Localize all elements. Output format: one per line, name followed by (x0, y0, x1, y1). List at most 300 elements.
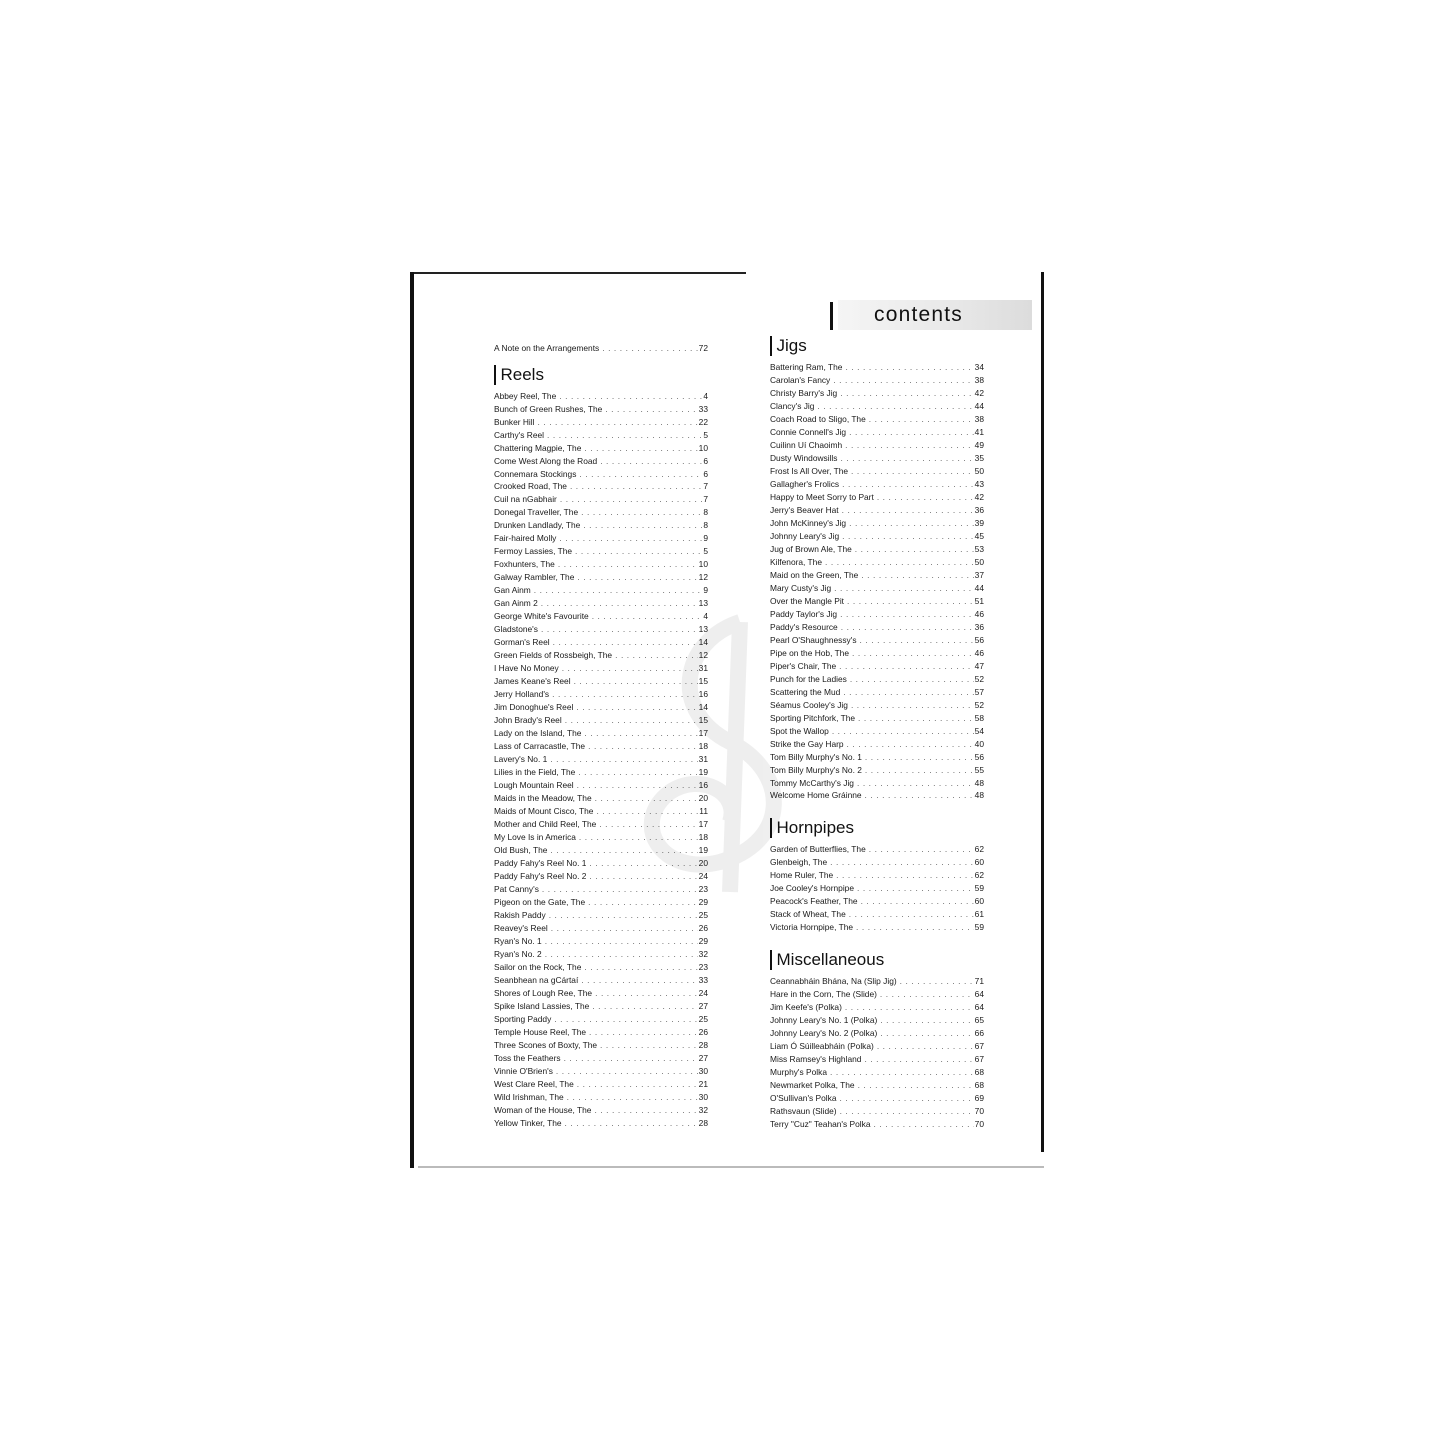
toc-entry[interactable] (494, 831, 708, 844)
toc-entry[interactable] (770, 1092, 984, 1105)
entry-page: 41 (974, 426, 984, 437)
leader-dots (840, 1092, 974, 1105)
leader-dots (845, 439, 974, 452)
toc-entry[interactable] (494, 922, 708, 935)
entry-page: 59 (974, 883, 984, 894)
toc-entry[interactable] (770, 975, 984, 988)
leader-dots (847, 595, 974, 608)
toc-entry[interactable] (770, 686, 984, 699)
toc-entry[interactable] (770, 361, 984, 374)
toc-entry[interactable] (770, 556, 984, 569)
toc-entry[interactable] (494, 597, 708, 610)
entry-name: Maids of Mount Cisco, The (494, 806, 594, 817)
entry-name: Carolan's Fancy (770, 374, 831, 385)
leader-dots (581, 974, 697, 987)
entry-name: Shores of Lough Ree, The (494, 987, 593, 998)
leader-dots (880, 1027, 973, 1040)
toc-entry[interactable] (770, 400, 984, 413)
leader-dots (547, 429, 702, 442)
leader-dots (842, 504, 974, 517)
toc-entry[interactable] (494, 649, 708, 662)
note-entry[interactable] (494, 342, 708, 355)
entry-name: Seanbhean na gCártaí (494, 974, 579, 985)
leader-dots (880, 988, 974, 1001)
entry-name: Punch for the Ladies (770, 673, 847, 684)
section-miscellaneous (770, 948, 984, 1131)
toc-entry[interactable] (494, 857, 708, 870)
toc-entry[interactable] (770, 789, 984, 802)
entry-page: 6 (703, 468, 708, 479)
entry-name: Chattering Magpie, The (494, 442, 582, 453)
entry-page: 36 (974, 621, 984, 632)
toc-entry[interactable] (770, 1027, 984, 1040)
leader-dots (840, 608, 974, 621)
entry-name: Spot the Wallop (770, 725, 829, 736)
toc-entry[interactable] (494, 429, 708, 442)
toc-entry[interactable] (770, 1053, 984, 1066)
leader-dots (865, 751, 974, 764)
leader-dots (545, 935, 698, 948)
toc-entry[interactable] (494, 416, 708, 429)
entry-name: Foxhunters, The (494, 559, 555, 570)
leader-dots (565, 714, 698, 727)
entry-page: 66 (974, 1028, 984, 1039)
leader-dots (845, 361, 973, 374)
toc-entry[interactable] (494, 805, 708, 818)
toc-entry[interactable] (770, 595, 984, 608)
leader-dots (832, 725, 974, 738)
leader-dots (615, 649, 698, 662)
bottom-edge-line (418, 1166, 1044, 1168)
leader-dots (589, 857, 697, 870)
toc-entry[interactable] (494, 870, 708, 883)
toc-entry[interactable] (770, 1118, 984, 1131)
entry-list (770, 843, 984, 934)
leader-dots (577, 779, 698, 792)
leader-dots (850, 673, 974, 686)
entry-name: Battering Ram, The (770, 362, 843, 372)
entry-name: Gallagher's Frolics (770, 478, 840, 489)
entry-page: 17 (698, 728, 708, 739)
leader-dots (858, 712, 974, 725)
entry-name: O'Sullivan's Polka (770, 1093, 837, 1104)
entry-page: 23 (698, 961, 708, 972)
entry-page: 21 (698, 1078, 708, 1089)
entry-name: My Love Is in America (494, 832, 576, 843)
toc-entry[interactable] (770, 673, 984, 686)
entry-page: 25 (698, 909, 708, 920)
toc-entry[interactable] (770, 582, 984, 595)
leader-dots (861, 569, 973, 582)
leader-dots (594, 1104, 697, 1117)
toc-entry[interactable] (770, 569, 984, 582)
toc-entry[interactable] (494, 584, 708, 597)
toc-entry[interactable] (770, 712, 984, 725)
toc-entry[interactable] (494, 1039, 708, 1052)
toc-entry[interactable] (494, 506, 708, 519)
entry-page: 42 (974, 387, 984, 398)
entry-page: 68 (974, 1080, 984, 1091)
entry-page: 67 (974, 1041, 984, 1052)
toc-entry[interactable] (494, 662, 708, 675)
entry-page: 27 (698, 1000, 708, 1011)
entry-name: James Keane's Reel (494, 676, 571, 687)
leader-dots (578, 766, 697, 779)
entry-name: Tommy McCarthy's Jig (770, 777, 854, 788)
entry-name: Galway Rambler, The (494, 572, 575, 583)
entry-name: Gorman's Reel (494, 637, 550, 648)
leader-dots (817, 400, 973, 413)
entry-page: 44 (974, 400, 984, 411)
entry-list (770, 975, 984, 1131)
toc-entry[interactable] (494, 961, 708, 974)
entry-name: Fair-haired Molly (494, 533, 557, 544)
toc-entry[interactable] (770, 647, 984, 660)
entry-name: Yellow Tinker, The (494, 1117, 562, 1128)
leader-dots (534, 584, 703, 597)
toc-entry[interactable] (770, 530, 984, 543)
leader-dots (847, 738, 974, 751)
entry-name: Johnny Leary's No. 1 (Polka) (770, 1015, 878, 1026)
entry-page: 38 (974, 413, 984, 424)
leader-dots (865, 789, 974, 802)
entry-page: 28 (698, 1117, 708, 1128)
entry-page: 7 (703, 494, 708, 505)
heading-bar (770, 818, 772, 838)
entry-name: Sporting Paddy (494, 1013, 552, 1024)
toc-entry[interactable] (494, 688, 708, 701)
section-hornpipes (770, 816, 984, 934)
leader-dots (552, 688, 698, 701)
entry-page: 45 (974, 530, 984, 541)
toc-entry[interactable] (770, 1040, 984, 1053)
toc-entry[interactable] (494, 753, 708, 766)
section-title: Jigs (776, 336, 807, 355)
entry-page: 57 (974, 686, 984, 697)
leader-dots (584, 961, 697, 974)
entry-name: Cuilinn Uí Chaoimh (770, 439, 843, 450)
entry-name: Ceannabháin Bhána, Na (Slip Jig) (770, 976, 897, 987)
entry-name: Bunker Hill (494, 416, 535, 427)
toc-entry[interactable] (770, 1014, 984, 1027)
toc-entry[interactable] (770, 764, 984, 777)
toc-entry[interactable] (494, 740, 708, 753)
toc-entry[interactable] (770, 413, 984, 426)
leader-dots (864, 1053, 973, 1066)
entry-name: Old Bush, The (494, 845, 548, 856)
leader-dots (589, 870, 697, 883)
entry-name: Lass of Carracastle, The (494, 741, 586, 752)
entry-page: 18 (698, 832, 708, 843)
toc-entry[interactable] (494, 532, 708, 545)
entry-name: Mary Custy's Jig (770, 582, 832, 593)
toc-entry[interactable] (770, 634, 984, 647)
leader-dots (549, 909, 698, 922)
toc-entry[interactable] (494, 727, 708, 740)
toc-entry[interactable] (770, 699, 984, 712)
entry-page: 33 (698, 974, 708, 985)
entry-name: Miss Ramsey's Highland (770, 1054, 862, 1065)
toc-entry[interactable] (494, 1000, 708, 1013)
toc-entry[interactable] (770, 439, 984, 452)
note-page: 72 (698, 343, 708, 353)
leader-dots (565, 1117, 698, 1130)
toc-entry[interactable] (494, 623, 708, 636)
entry-name: Jug of Brown Ale, The (770, 543, 852, 554)
toc-entry[interactable] (494, 948, 708, 961)
leader-dots (830, 856, 974, 869)
toc-entry[interactable] (770, 988, 984, 1001)
entry-page: 64 (974, 989, 984, 1000)
toc-entry[interactable] (494, 844, 708, 857)
right-column (770, 334, 984, 1145)
leader-dots (865, 764, 974, 777)
entry-name: Hare in the Corn, The (Slide) (770, 989, 877, 1000)
entry-page: 13 (698, 624, 708, 635)
toc-entry[interactable] (770, 869, 984, 882)
entry-page: 59 (974, 922, 984, 933)
entry-name: Rathsvaun (Slide) (770, 1106, 837, 1117)
leader-dots (556, 1065, 698, 1078)
toc-entry[interactable] (770, 1001, 984, 1014)
entry-page: 12 (698, 572, 708, 583)
entry-name: Terry "Cuz" Teahan's Polka (770, 1119, 871, 1130)
entry-name: Rakish Paddy (494, 909, 546, 920)
entry-name: Maids in the Meadow, The (494, 793, 592, 804)
toc-entry[interactable] (770, 660, 984, 673)
leader-dots (842, 478, 974, 491)
entry-page: 53 (974, 543, 984, 554)
toc-entry[interactable] (494, 1078, 708, 1091)
toc-entry[interactable] (494, 675, 708, 688)
leader-dots (874, 1118, 974, 1131)
toc-entry[interactable] (770, 1105, 984, 1118)
entry-page: 10 (698, 559, 708, 570)
toc-entry[interactable] (494, 1117, 708, 1130)
entry-name: Pigeon on the Gate, The (494, 896, 586, 907)
toc-entry[interactable] (494, 779, 708, 792)
leader-dots (839, 660, 974, 673)
section-jigs (770, 334, 984, 802)
entry-name: Clancy's Jig (770, 400, 815, 411)
toc-entry[interactable] (770, 426, 984, 439)
toc-entry[interactable] (770, 374, 984, 387)
entry-name: Vinnie O'Brien's (494, 1065, 553, 1076)
leader-dots (840, 452, 973, 465)
toc-entry[interactable] (494, 455, 708, 468)
toc-entry[interactable] (494, 935, 708, 948)
leader-dots (834, 582, 974, 595)
toc-entry[interactable] (770, 452, 984, 465)
toc-entry[interactable] (494, 545, 708, 558)
entry-page: 15 (698, 676, 708, 687)
section-heading (494, 363, 708, 387)
entry-name: Sporting Pitchfork, The (770, 712, 856, 723)
entry-name: Jim Keefe's (Polka) (770, 1002, 842, 1013)
toc-entry[interactable] (494, 987, 708, 1000)
toc-entry[interactable] (494, 701, 708, 714)
toc-entry[interactable] (494, 1065, 708, 1078)
leader-dots (857, 882, 974, 895)
toc-entry[interactable] (770, 504, 984, 517)
entry-name: Jim Donoghue's Reel (494, 702, 574, 713)
toc-entry[interactable] (770, 1079, 984, 1092)
toc-entry[interactable] (494, 909, 708, 922)
toc-entry[interactable] (494, 390, 708, 403)
leader-dots (562, 662, 698, 675)
toc-entry[interactable] (770, 517, 984, 530)
toc-entry[interactable] (770, 387, 984, 400)
entry-page: 8 (703, 507, 708, 518)
entry-page: 52 (974, 699, 984, 710)
entry-name: Woman of the House, The (494, 1104, 592, 1115)
leader-dots (589, 1026, 698, 1039)
section-title: Miscellaneous (776, 950, 885, 970)
entry-name: Liam Ó Súilleabháin (Polka) (770, 1041, 874, 1052)
entry-page: 15 (698, 715, 708, 726)
entry-page: 35 (974, 452, 984, 463)
entry-name: Cuil na nGabhair (494, 494, 557, 505)
toc-entry[interactable] (494, 519, 708, 532)
entry-name: Abbey Reel, The (494, 390, 557, 401)
toc-entry[interactable] (494, 558, 708, 571)
toc-entry[interactable] (770, 608, 984, 621)
entry-name: Fermoy Lassies, The (494, 546, 573, 557)
entry-page: 64 (974, 1002, 984, 1013)
leader-dots (541, 597, 698, 610)
entry-page: 54 (974, 725, 984, 736)
toc-entry[interactable] (494, 571, 708, 584)
leader-dots (577, 1078, 698, 1091)
toc-entry[interactable] (494, 818, 708, 831)
entry-name: Home Ruler, The (770, 870, 834, 881)
entry-page: 39 (974, 517, 984, 528)
toc-entry[interactable] (770, 621, 984, 634)
entry-page: 58 (974, 712, 984, 723)
toc-entry[interactable] (494, 1091, 708, 1104)
leader-dots (833, 374, 973, 387)
leader-dots (559, 532, 702, 545)
toc-entry[interactable] (770, 843, 984, 856)
section-title: Reels (500, 364, 544, 384)
toc-entry[interactable] (770, 908, 984, 921)
toc-entry[interactable] (494, 403, 708, 416)
header-bar (830, 302, 833, 330)
entry-name: Scattering the Mud (770, 686, 841, 697)
entry-name: Gan Ainm (494, 585, 531, 596)
entry-name: Drunken Landlady, The (494, 520, 581, 531)
top-edge-line (410, 272, 746, 274)
toc-entry[interactable] (494, 610, 708, 623)
toc-entry[interactable] (770, 921, 984, 934)
toc-entry[interactable] (494, 974, 708, 987)
toc-entry[interactable] (494, 1104, 708, 1117)
entry-name: Kilfenora, The (770, 556, 822, 567)
toc-entry[interactable] (770, 478, 984, 491)
leader-dots (574, 675, 698, 688)
leader-dots (542, 883, 698, 896)
entry-list (494, 390, 708, 1130)
toc-entry[interactable] (494, 896, 708, 909)
toc-entry[interactable] (494, 766, 708, 779)
leader-dots (559, 390, 702, 403)
leader-dots (564, 1052, 698, 1065)
leader-dots (567, 1091, 698, 1104)
entry-page: 20 (698, 793, 708, 804)
entry-page: 33 (698, 403, 708, 414)
toc-entry[interactable] (494, 714, 708, 727)
entry-name: Temple House Reel, The (494, 1026, 587, 1037)
toc-entry[interactable] (494, 468, 708, 481)
entry-page: 60 (974, 896, 984, 907)
entry-name: Sailor on the Rock, The (494, 961, 582, 972)
toc-entry[interactable] (770, 738, 984, 751)
entry-name: Lady on the Island, The (494, 728, 582, 739)
toc-entry[interactable] (770, 856, 984, 869)
toc-entry[interactable] (494, 480, 708, 493)
entry-name: Bunch of Green Rushes, The (494, 403, 603, 414)
leader-dots (849, 908, 974, 921)
entry-name: Paddy Fahy's Reel No. 2 (494, 871, 587, 882)
entry-page: 67 (974, 1054, 984, 1065)
toc-entry[interactable] (770, 465, 984, 478)
toc-entry[interactable] (494, 636, 708, 649)
toc-entry[interactable] (770, 725, 984, 738)
entry-page: 26 (698, 1026, 708, 1037)
entry-name: John McKinney's Jig (770, 517, 847, 528)
entry-name: Lough Mountain Reel (494, 780, 574, 791)
toc-entry[interactable] (494, 1026, 708, 1039)
entry-page: 42 (974, 491, 984, 502)
section-heading (770, 334, 984, 358)
leader-dots (581, 506, 702, 519)
entry-name: Johnny Leary's Jig (770, 530, 840, 541)
entry-name: Dusty Windowsills (770, 452, 838, 463)
section-heading (770, 948, 984, 972)
entry-page: 20 (698, 858, 708, 869)
leader-dots (877, 491, 974, 504)
toc-entry[interactable] (770, 895, 984, 908)
leader-dots (553, 636, 698, 649)
leader-dots (605, 403, 697, 416)
entry-page: 40 (974, 738, 984, 749)
toc-entry[interactable] (770, 777, 984, 790)
leader-dots (595, 792, 698, 805)
toc-entry[interactable] (494, 493, 708, 506)
toc-entry[interactable] (494, 792, 708, 805)
toc-entry[interactable] (494, 442, 708, 455)
entry-name: West Clare Reel, The (494, 1078, 574, 1089)
leader-dots (550, 753, 697, 766)
toc-entry[interactable] (770, 491, 984, 504)
toc-entry[interactable] (770, 882, 984, 895)
toc-entry[interactable] (494, 883, 708, 896)
entry-name: Murphy's Polka (770, 1067, 827, 1078)
entry-name: Coach Road to Sligo, The (770, 413, 866, 424)
leader-dots (842, 530, 974, 543)
toc-entry[interactable] (770, 543, 984, 556)
entry-name: I Have No Money (494, 663, 559, 674)
leader-dots (858, 1079, 974, 1092)
toc-entry[interactable] (770, 751, 984, 764)
section-reels (494, 363, 708, 1130)
entry-page: 60 (974, 857, 984, 868)
toc-entry[interactable] (494, 1013, 708, 1026)
entry-page: 44 (974, 582, 984, 593)
entry-page: 18 (698, 741, 708, 752)
toc-entry[interactable] (494, 1052, 708, 1065)
toc-entry[interactable] (770, 1066, 984, 1079)
